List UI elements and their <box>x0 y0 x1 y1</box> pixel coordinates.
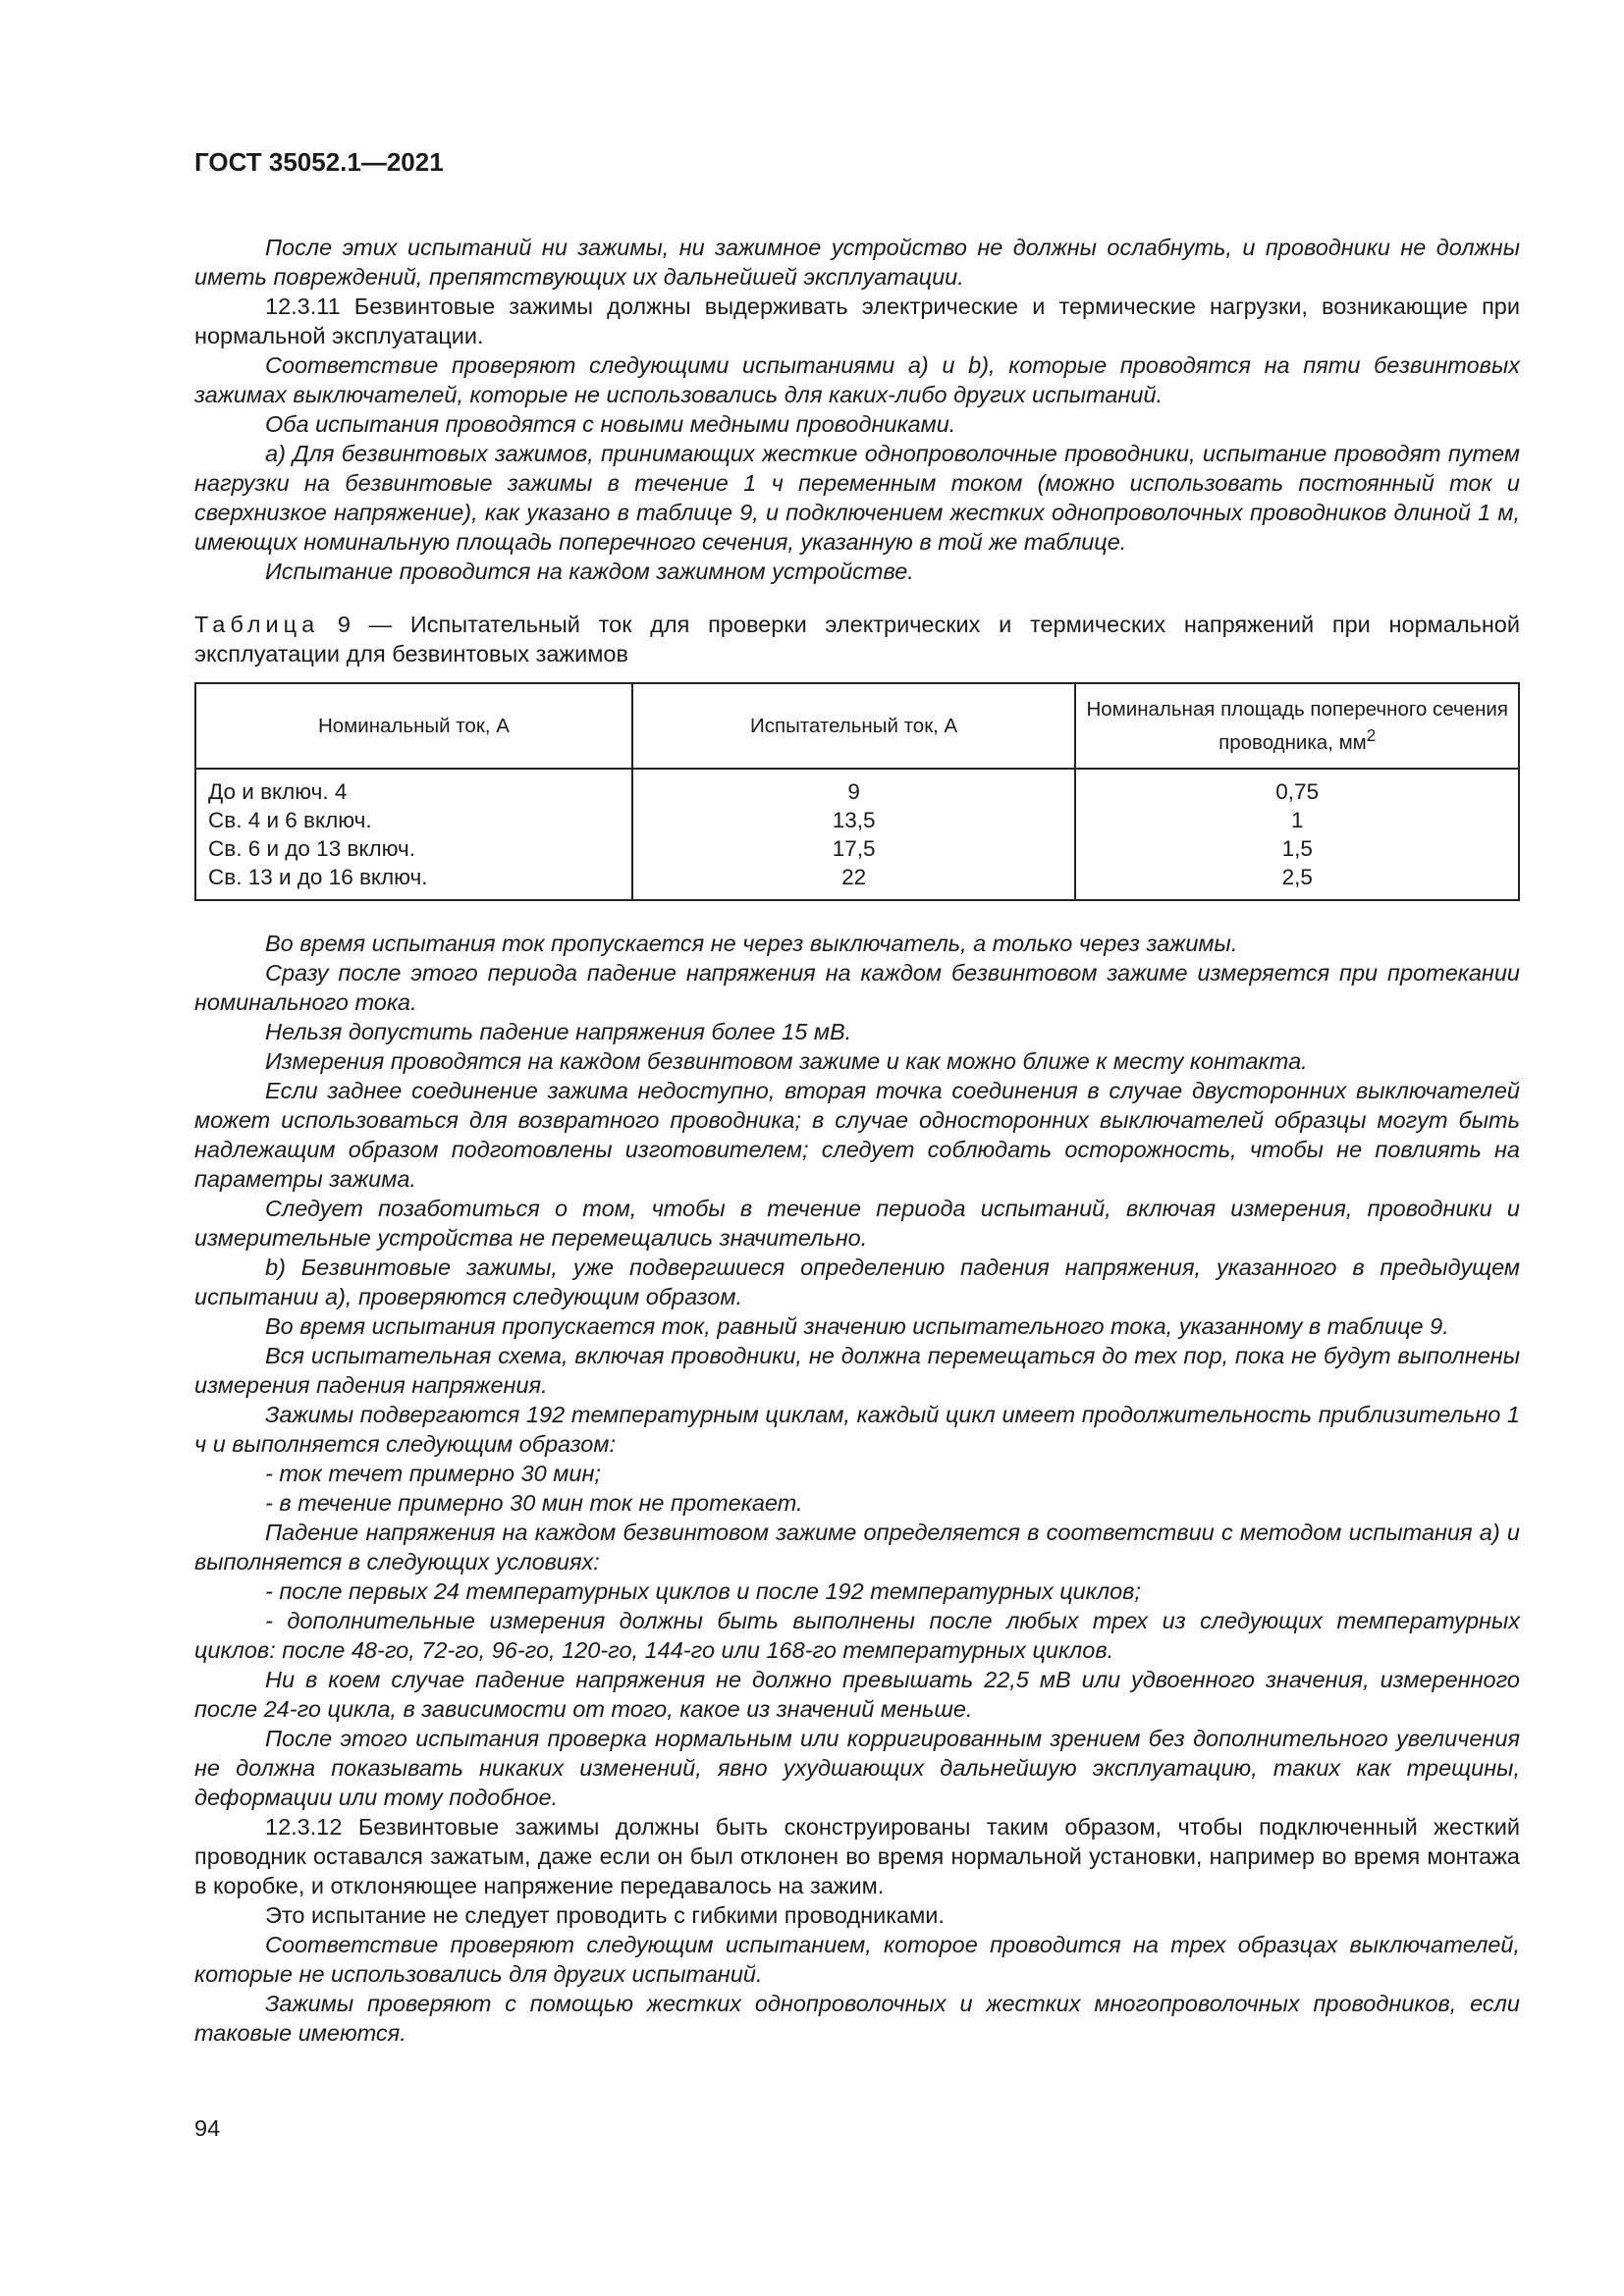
header-test-current: Испытательный ток, А <box>632 683 1076 769</box>
table-cell: 9 <box>632 769 1076 806</box>
paragraph: - в течение примерно 30 мин ток не протекает. <box>265 1489 803 1516</box>
paragraph: Падение напряжения на каждом безвинтовом зажиме определяется в соответствии с методом испытания а) и выполняется в следующих условиях: <box>194 1519 1520 1575</box>
text-block-before-table <box>194 233 1520 586</box>
document-header: ГОСТ 35052.1—2021 <box>194 147 444 177</box>
paragraph: - после первых 24 температурных циклов и после 192 температурных циклов; <box>265 1577 1141 1604</box>
paragraph: Соответствие проверяют следующими испытаниями a) и b), которые проводятся на пяти безвинтовых зажимах выключателей, которые не использовались для каких-либо других испытаний. <box>194 352 1520 407</box>
paragraph: Зажимы подвергаются 192 температурным циклам, каждый цикл имеет продолжительность приблизительно 1 ч и выполняется следующим образом: <box>194 1401 1520 1457</box>
paragraph: Если заднее соединение зажима недоступно, вторая точка соединения в случае двусторонних выключателей может использоваться для возвратного проводника; в случае односторонних выключателей образцы могут быть надлежащим образом подготовлены изготовителем; следует соблюдать осторожность, чтобы не повлиять на параметры зажима. <box>194 1077 1520 1192</box>
table-caption-text: 9 — Испытательный ток для проверки электрических и термических напряжений при нормальной эксплуатации для безвинтовых зажимов <box>194 612 1520 667</box>
page-number: 94 <box>194 2115 221 2141</box>
paragraph: - дополнительные измерения должны быть выполнены после любых трех из следующих температурных циклов: после 48-го, 72-го, 96-го, 120-го, 144-го или 168-го температурных циклов. <box>194 1607 1520 1663</box>
table-caption <box>194 610 1520 668</box>
paragraph: Во время испытания ток пропускается не через выключатель, а только через зажимы. <box>265 930 1238 956</box>
test-current-table <box>194 682 1520 901</box>
table-header-row <box>195 683 1519 769</box>
table-cell: Св. 13 и до 16 включ. <box>195 863 632 900</box>
table-cell: 17,5 <box>632 834 1076 863</box>
table-cell: 22 <box>632 863 1076 900</box>
paragraph: Это испытание не следует проводить с гибкими проводниками. <box>265 1901 945 1928</box>
paragraph: Нельзя допустить падение напряжения более 15 мВ. <box>265 1018 852 1044</box>
paragraph: a) Для безвинтовых зажимов, принимающих жесткие однопроволочные проводники, испытание проводят путем нагрузки на безвинтовые зажимы в течение 1 ч переменным током (можно использовать постоянный ток и сверхнизкое напряжение), как указано в таблице 9, и подключением жестких однопроволочных проводников длиной 1 м, имеющих номинальную площадь поперечного сечения, указанную в той же таблице. <box>194 441 1520 555</box>
paragraph: Следует позаботиться о том, чтобы в течение периода испытаний, включая измерения, проводники и измерительные устройства не перемещались значительно. <box>194 1195 1520 1251</box>
table-cell: 13,5 <box>632 806 1076 834</box>
header-rated-current: Номинальный ток, А <box>195 683 632 769</box>
paragraph: Соответствие проверяют следующим испытанием, которое проводится на трех образцах выключателей, которые не использовались для других испытаний. <box>194 1931 1520 1987</box>
header-cross-section-superscript: 2 <box>1366 726 1377 745</box>
table-cell: 1 <box>1075 806 1519 834</box>
table-cell: 1,5 <box>1075 834 1519 863</box>
paragraph: После этого испытания проверка нормальным или корригированным зрением без дополнительного увеличения не должна показывать никаких изменений, явно ухудшающих дальнейшую эксплуатацию, таких как трещины, деформации или тому подобное. <box>194 1725 1520 1810</box>
table-cell: Св. 4 и 6 включ. <box>195 806 632 834</box>
table-cell: 0,75 <box>1075 769 1519 806</box>
table-row <box>195 806 1519 834</box>
paragraph: - ток течет примерно 30 мин; <box>265 1460 601 1486</box>
document-page <box>194 147 1520 2048</box>
header-cross-section <box>1075 683 1519 769</box>
table-cell: Св. 6 и до 13 включ. <box>195 834 632 863</box>
table-row <box>195 769 1519 806</box>
table-caption-label: Таблица <box>194 612 320 637</box>
paragraph: Во время испытания пропускается ток, равный значению испытательного тока, указанному в таблице 9. <box>265 1312 1449 1339</box>
paragraph: b) Безвинтовые зажимы, уже подвергшиеся определению падения напряжения, указанного в предыдущем испытании а), проверяются следующим образом. <box>194 1254 1520 1309</box>
paragraph: После этих испытаний ни зажимы, ни зажимное устройство не должны ослабнуть, и проводники не должны иметь повреждений, препятствующих их дальнейшей эксплуатации. <box>194 235 1520 290</box>
paragraph: Вся испытательная схема, включая проводники, не должна перемещаться до тех пор, пока не будут выполнены измерения падения напряжения. <box>194 1342 1520 1398</box>
paragraph: 12.3.11 Безвинтовые зажимы должны выдерживать электрические и термические нагрузки, возникающие при нормальной эксплуатации. <box>194 294 1520 348</box>
text-block-after-table <box>194 929 1520 2048</box>
paragraph: Ни в коем случае падение напряжения не должно превышать 22,5 мВ или удвоенного значения, измеренного после 24-го цикла, в зависимости от того, какое из значений меньше. <box>194 1666 1520 1722</box>
paragraph: Сразу после этого периода падение напряжения на каждом безвинтовом зажиме измеряется при протекании номинального тока. <box>194 959 1520 1015</box>
paragraph: Зажимы проверяют с помощью жестких однопроволочных и жестких многопроволочных проводников, если таковые имеются. <box>194 1990 1520 2046</box>
table-body <box>195 769 1519 900</box>
table-row <box>195 863 1519 900</box>
paragraph: 12.3.12 Безвинтовые зажимы должны быть сконструированы таким образом, чтобы подключенный жесткий проводник оставался зажатым, даже если он был отклонен во время нормальной установки, например во время монтажа в коробке, и отклоняющее напряжение передавалось на зажим. <box>194 1813 1520 1898</box>
header-cross-section-text: Номинальная площадь поперечного сечения проводника, мм <box>1086 698 1508 754</box>
table-cell: 2,5 <box>1075 863 1519 900</box>
table-cell: До и включ. 4 <box>195 769 632 806</box>
table-row <box>195 834 1519 863</box>
paragraph: Измерения проводятся на каждом безвинтовом зажиме и как можно ближе к месту контакта. <box>265 1047 1308 1074</box>
paragraph: Испытание проводится на каждом зажимном устройстве. <box>265 559 914 584</box>
paragraph: Оба испытания проводятся с новыми медными проводниками. <box>265 411 956 437</box>
